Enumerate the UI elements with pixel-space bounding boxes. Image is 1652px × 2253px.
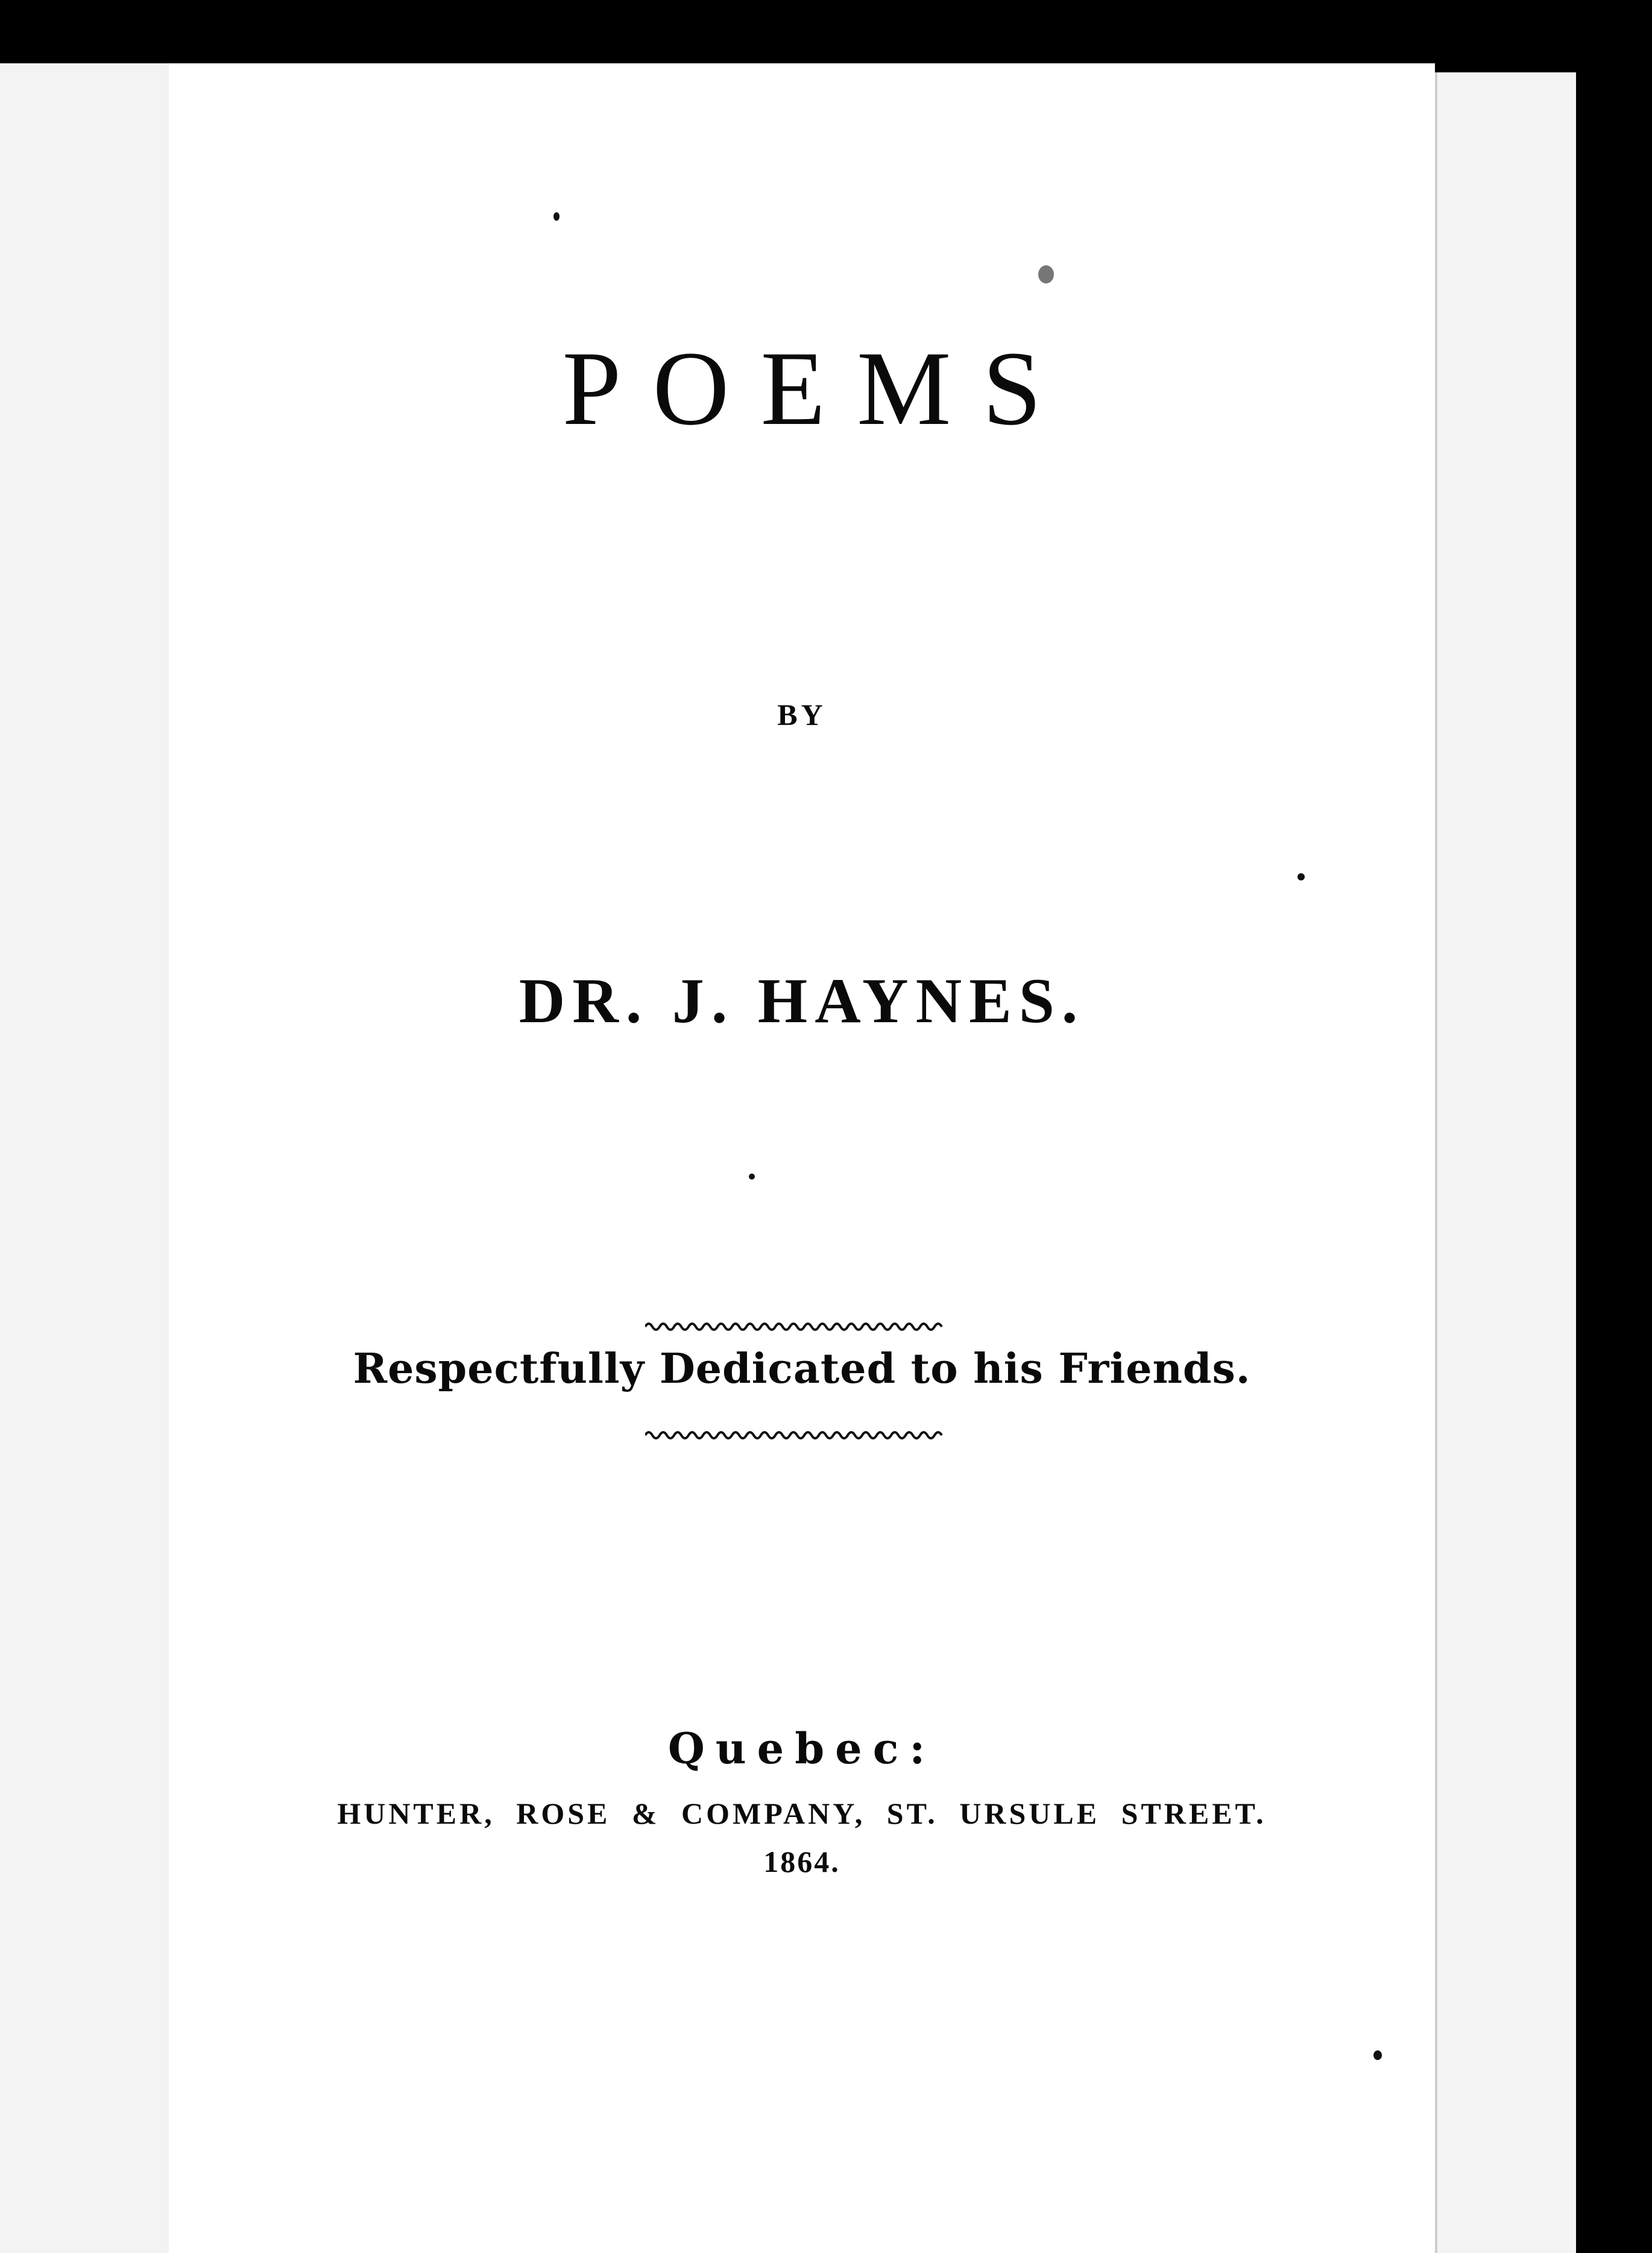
ink-speck — [1038, 265, 1054, 283]
dedication: Respectfully Dedicated to his Friends. — [353, 1345, 1251, 1393]
imprint-publisher: HUNTER, ROSE & COMPANY, ST. URSULE STREET. — [337, 1796, 1267, 1830]
facing-page-edge — [0, 63, 172, 2253]
imprint-year: 1864. — [763, 1845, 840, 1879]
ink-speck — [553, 212, 560, 221]
ornamental-rule-bottom — [645, 1428, 947, 1442]
ink-speck — [749, 1174, 755, 1180]
byline: BY — [777, 698, 827, 732]
page-fore-edge — [1435, 72, 1576, 2253]
ink-speck — [1297, 873, 1305, 880]
ink-speck — [1373, 2050, 1382, 2060]
author-name: DR. J. HAYNES. — [519, 965, 1085, 1036]
book-title: POEMS — [562, 330, 1073, 447]
ornamental-rule-top — [645, 1319, 947, 1334]
imprint-place: Quebec: — [667, 1724, 936, 1774]
